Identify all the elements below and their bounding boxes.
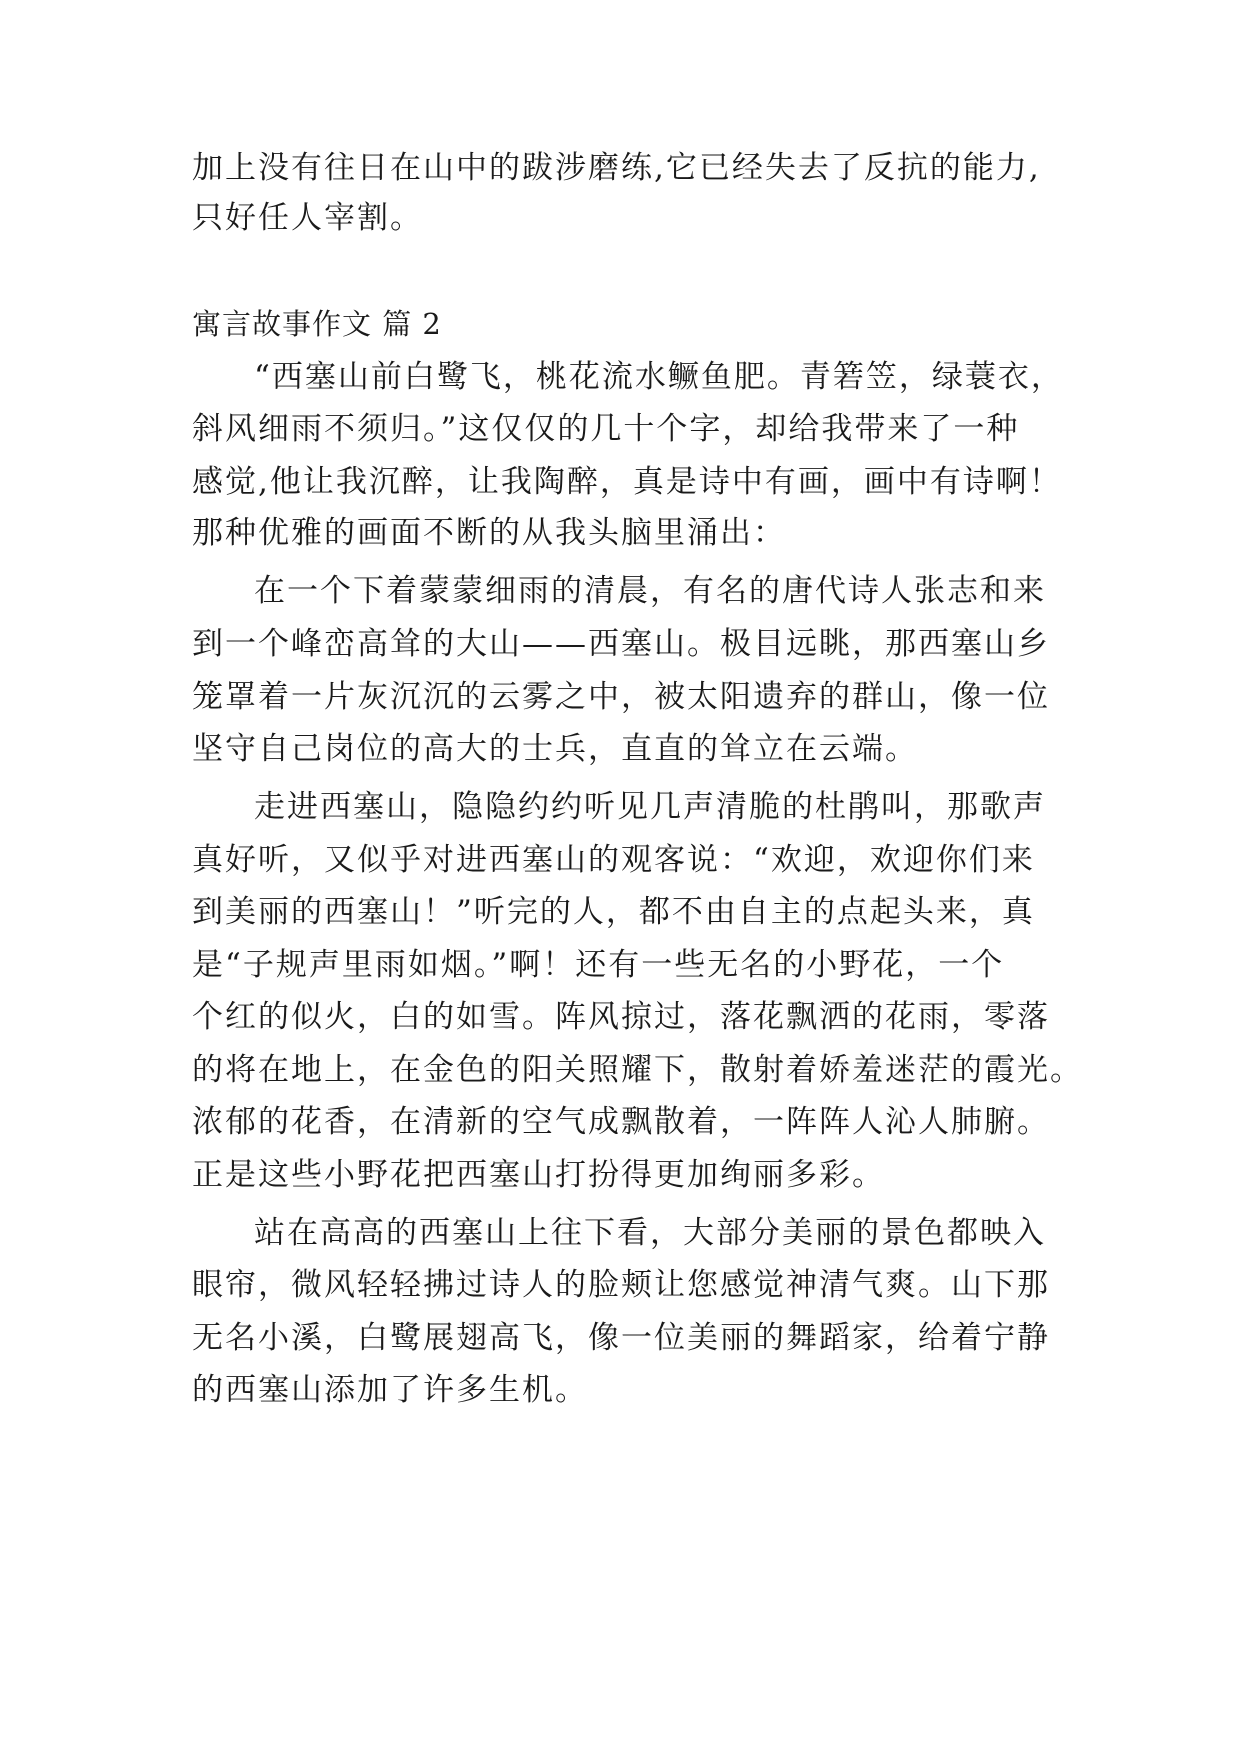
- paragraph-line: 坚守自己岗位的高大的士兵，直直的耸立在云端。: [192, 731, 918, 767]
- paragraph-line: 是“子规声里雨如烟。”啊！还有一些无名的小野花，一个: [192, 947, 1005, 983]
- paragraph-line: 笼罩着一片灰沉沉的云雾之中，被太阳遗弃的群山，像一位: [192, 679, 1050, 715]
- paragraph-line: 站在高高的西塞山上往下看，大部分美丽的景色都映入: [254, 1215, 1046, 1251]
- paragraph-line: 正是这些小野花把西塞山打扮得更加绚丽多彩。: [192, 1157, 885, 1193]
- paragraph-line: 的将在地上，在金色的阳关照耀下，散射着娇羞迷茫的霞光。: [192, 1052, 1083, 1088]
- paragraph-line: 感觉,他让我沉醉，让我陶醉，真是诗中有画，画中有诗啊！: [192, 464, 1062, 500]
- fragment-line: 只好任人宰割。: [192, 200, 423, 236]
- paragraph-line: 真好听，又似乎对进西塞山的观客说：“欢迎，欢迎你们来: [192, 842, 1035, 878]
- paragraph-line: 浓郁的花香，在清新的空气成飘散着，一阵阵人沁人肺腑。: [192, 1104, 1050, 1140]
- paragraph-line: 那种优雅的画面不断的从我头脑里涌出：: [192, 515, 786, 551]
- paragraph-line: 走进西塞山，隐隐约约听见几声清脆的杜鹃叫，那歌声: [254, 789, 1046, 825]
- paragraph-line: “西塞山前白鹭飞，桃花流水鳜鱼肥。青箬笠，绿蓑衣，: [254, 359, 1064, 395]
- paragraph-line: 无名小溪，白鹭展翅高飞，像一位美丽的舞蹈家，给着宁静: [192, 1320, 1050, 1356]
- paragraph-line: 到美丽的西塞山！”听完的人，都不由自主的点起头来，真: [192, 894, 1035, 930]
- paragraph-line: 到一个峰峦高耸的大山——西塞山。极目远眺，那西塞山乡: [192, 626, 1050, 662]
- paragraph-line: 眼帘，微风轻轻拂过诗人的脸颊让您感觉神清气爽。山下那: [192, 1267, 1050, 1303]
- paragraph-line: 在一个下着蒙蒙细雨的清晨，有名的唐代诗人张志和来: [254, 573, 1046, 609]
- fragment-line: 加上没有往日在山中的跋涉磨练,它已经失去了反抗的能力,: [192, 150, 1041, 186]
- paragraph-line: 个红的似火，白的如雪。阵风掠过，落花飘洒的花雨，零落: [192, 999, 1050, 1035]
- paragraph-line: 的西塞山添加了许多生机。: [192, 1372, 588, 1408]
- section-title: 寓言故事作文 篇 2: [192, 307, 442, 341]
- paragraph-line: 斜风细雨不须归。”这仅仅的几十个字，却给我带来了一种: [192, 411, 1020, 447]
